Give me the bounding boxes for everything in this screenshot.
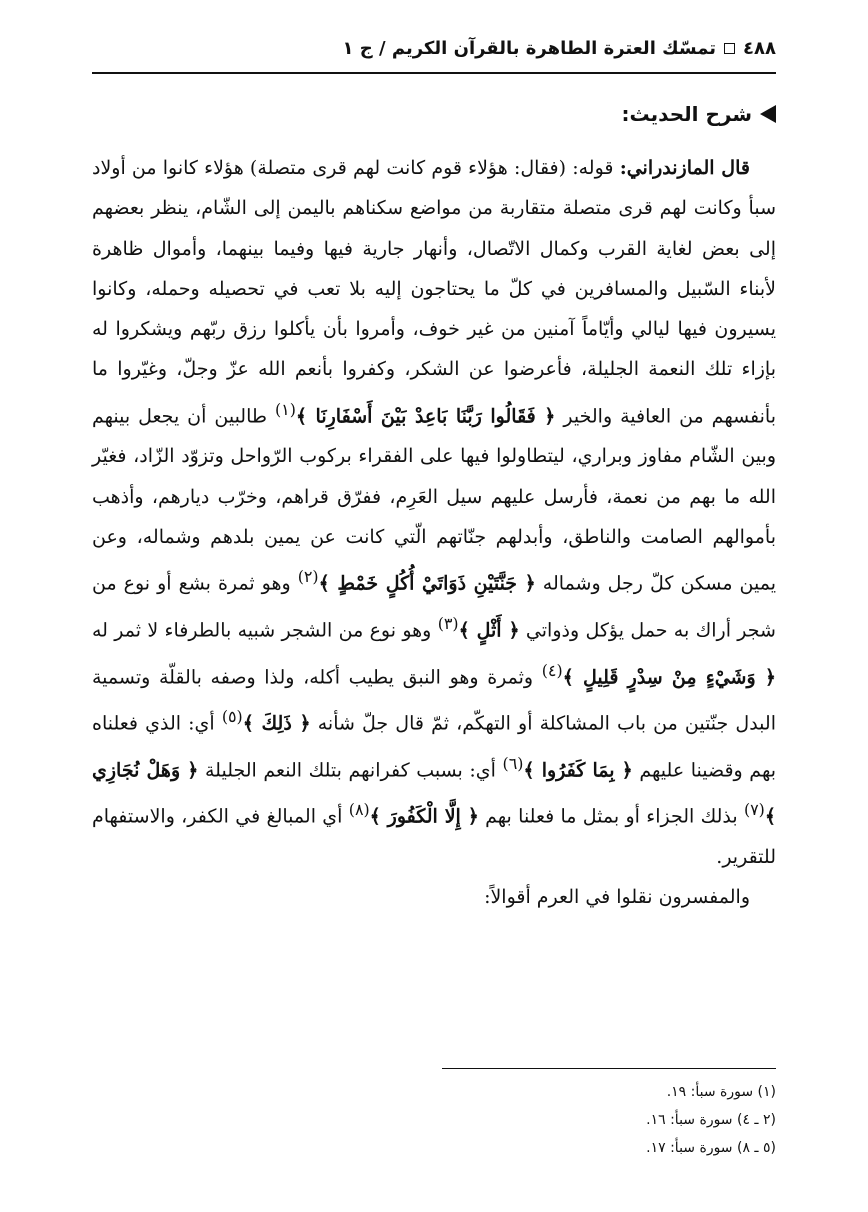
footnote-ref: (٦) (502, 753, 524, 773)
footnote-ref: (٧) (743, 800, 765, 820)
triangle-bullet-icon (760, 105, 776, 123)
text-segment: أي: الذي فعلناه بهم وقضينا عليهم (92, 712, 776, 782)
text-segment: وثمرة وهو النبق يطيب أكله، ولذا وصفه بالقلّة وتسمية البدل جنّتين من باب المشاكلة أو التهكّم، ثمّ قال جلّ شأنه (92, 665, 776, 735)
text-segment: بذلك الجزاء أو بمثل ما فعلنا بهم (478, 805, 744, 828)
footnote-ref: (٣) (437, 613, 459, 633)
footnote-ref: (٤) (541, 660, 563, 680)
footnote-item: (٢ ـ ٤) سورة سبأ: ١٦. (646, 1112, 776, 1128)
main-text (92, 148, 776, 918)
text-segment: أي: بسبب كفرانهم بتلك النعم الجليلة (198, 759, 503, 782)
square-separator-icon (724, 43, 735, 54)
quran-quote: ﴿ فَقَالُوا رَبَّنَا بَاعِدْ بَيْنَ أَسْفَارِنَا ﴾ (295, 405, 556, 428)
quran-quote: ﴿ جَنَّتَيْنِ ذَوَاتَيْ أُكُلٍ خَمْطٍ ﴾ (318, 572, 536, 595)
footnote-ref: (٢) (297, 567, 319, 587)
commentary-paragraph (92, 148, 776, 877)
section-heading (622, 102, 777, 126)
text-segment: طالبين أن يجعل بينهم وبين الشّام مفاوز وبراري، ليتطاولوا فيها على الفقراء بركوب الرّواحل وتزوّد الزّاد، فغيّر الله ما بهم من نعمة، فأرسل عليهم سيل العَرِم، ففرّق قراهم، وخرّب ديارهم، وأذهب بأموالهم الصامت والناطق، وأبدلهم جنّاتهم الّتي كانت عن يمين بلدهم وشماله، وعن يمين مسكن كلّ رجل وشماله (92, 405, 777, 595)
footnote-ref: (٨) (348, 800, 370, 820)
text-segment: قوله: (فقال: هؤلاء قوم كانت لهم قرى متصلة) هؤلاء كانوا من أولاد سبأ وكانت لهم قرى متصلة متقاربة من مواضع سكناهم باليمن إلى الشّام، ينظر بعضهم إلى بعض لغاية القرب وكمال الاتّصال، وأنهار جارية فيها وفيما بينهما، وأموال ظاهرة لأبناء السّبيل والمسافرين في كلّ ما يحتاجون إليه بلا تعب في تحصيله وحمله، وكانوا يسيرون فيها ليالي وأيّاماً آمنين من غير خوف، وأمروا بأن يأكلوا رزق ربّهم ويشكروا له بإزاء تلك النعمة الجليلة، فأعرضوا عن الشكر، وكفروا بأنعم الله عزّ وجلّ، وغيّروا ما بأنفسهم من العافية والخير (92, 157, 776, 428)
page-number: ٤٨٨ (743, 37, 776, 59)
footnote-item: (١) سورة سبأ: ١٩. (666, 1084, 776, 1100)
quran-quote: ﴿ إِلَّا الْكَفُورَ ﴾ (369, 805, 479, 828)
quran-quote: ﴿ وَشَيْءٍ مِنْ سِدْرٍ قَلِيلٍ ﴾ (562, 665, 776, 688)
section-title: شرح الحديث: (621, 102, 752, 126)
footnote-item: (٥ ـ ٨) سورة سبأ: ١٧. (646, 1140, 776, 1156)
footnote-divider (442, 1068, 776, 1069)
footnote-ref: (١) (274, 399, 296, 419)
quran-quote: ﴿ أَثْلٍ ﴾ (458, 619, 520, 642)
text-segment: أي المبالغ في الكفر، والاستفهام للتقرير. (92, 805, 776, 869)
speaker-label: قال المازندراني: (619, 157, 750, 179)
footnote-ref: (٥) (221, 707, 243, 727)
quran-quote: ﴿ بِمَا كَفَرُوا ﴾ (523, 759, 633, 782)
quran-quote: ﴿ وَهَلْ نُجَازِي ﴾ (92, 759, 776, 828)
text-segment: وهو نوع من الشجر شبيه بالطرفاء لا ثمر له (92, 619, 438, 642)
text-segment: وهو ثمرة بشع أو نوع من شجر أراك به حمل يؤكل وذواتي (92, 572, 776, 642)
book-title: تمسّك العترة الطاهرة بالقرآن الكريم / ج ١ (342, 37, 717, 59)
running-header (92, 28, 776, 68)
footnotes (376, 1078, 776, 1162)
header-divider (92, 72, 776, 74)
closing-line: والمفسرون نقلوا في العرم أقوالاً: (484, 886, 750, 909)
quran-quote: ﴿ ذَلِكَ ﴾ (242, 712, 311, 735)
